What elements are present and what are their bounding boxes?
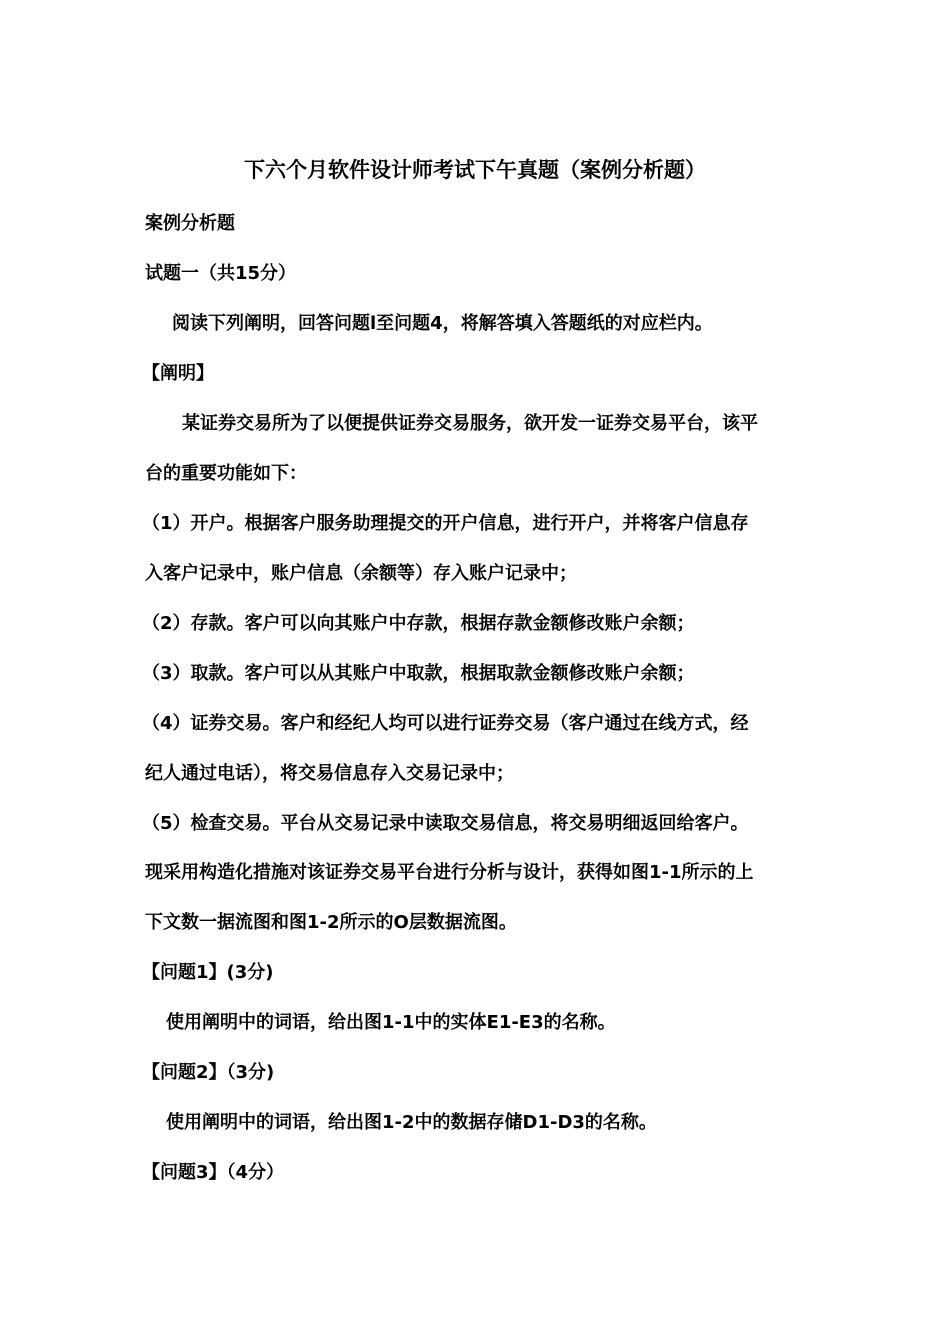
paragraph-line: 台的重要功能如下： [145, 463, 307, 484]
question-2-text: 使用阐明中的词语，给出图1-2中的数据存储D1-D3的名称。 [166, 1112, 657, 1133]
document-title: 下六个月软件设计师考试下午真题（案例分析题） [244, 158, 706, 182]
section-heading: 案例分析题 [145, 213, 235, 234]
question-1-text: 使用阐明中的词语，给出图1-1中的实体E1-E3的名称。 [166, 1012, 616, 1033]
paragraph-line: 某证券交易所为了以便提供证券交易服务，欲开发一证券交易平台，该平 [182, 413, 758, 434]
paragraph-line: 下文数一据流图和图1-2所示的O层数据流图。 [145, 912, 517, 933]
instruction-text: 阅读下列阐明，回答问题l至问题4，将解答填入答题纸的对应栏内。 [172, 313, 713, 334]
paragraph-line: 纪人通过电话），将交易信息存入交易记录中； [145, 763, 514, 784]
explanation-label: 【阐明】 [142, 363, 214, 384]
paragraph-line: 入客户记录中，账户信息（余额等）存入账户记录中； [145, 563, 577, 584]
question-1-label: 【问题1】(3分) [142, 962, 274, 983]
question-2-label: 【问题2】（3分) [142, 1062, 275, 1083]
paragraph-line: （5）检查交易。平台从交易记录中读取交易信息，将交易明细返回给客户。 [142, 813, 749, 834]
question-heading: 试题一（共15分） [145, 263, 297, 284]
question-3-label: 【问题3】（4分） [142, 1162, 285, 1183]
paragraph-line: （4）证券交易。客户和经纪人均可以进行证券交易（客户通过在线方式，经 [142, 713, 749, 734]
paragraph-line: 现采用构造化措施对该证券交易平台进行分析与设计，获得如图1-1所示的上 [145, 862, 754, 883]
paragraph-line: （3）取款。客户可以从其账户中取款，根据取款金额修改账户余额； [142, 663, 695, 684]
paragraph-line: （2）存款。客户可以向其账户中存款，根据存款金额修改账户余额； [142, 613, 695, 634]
paragraph-line: （1）开户。根据客户服务助理提交的开户信息，进行开户，并将客户信息存 [142, 513, 749, 534]
